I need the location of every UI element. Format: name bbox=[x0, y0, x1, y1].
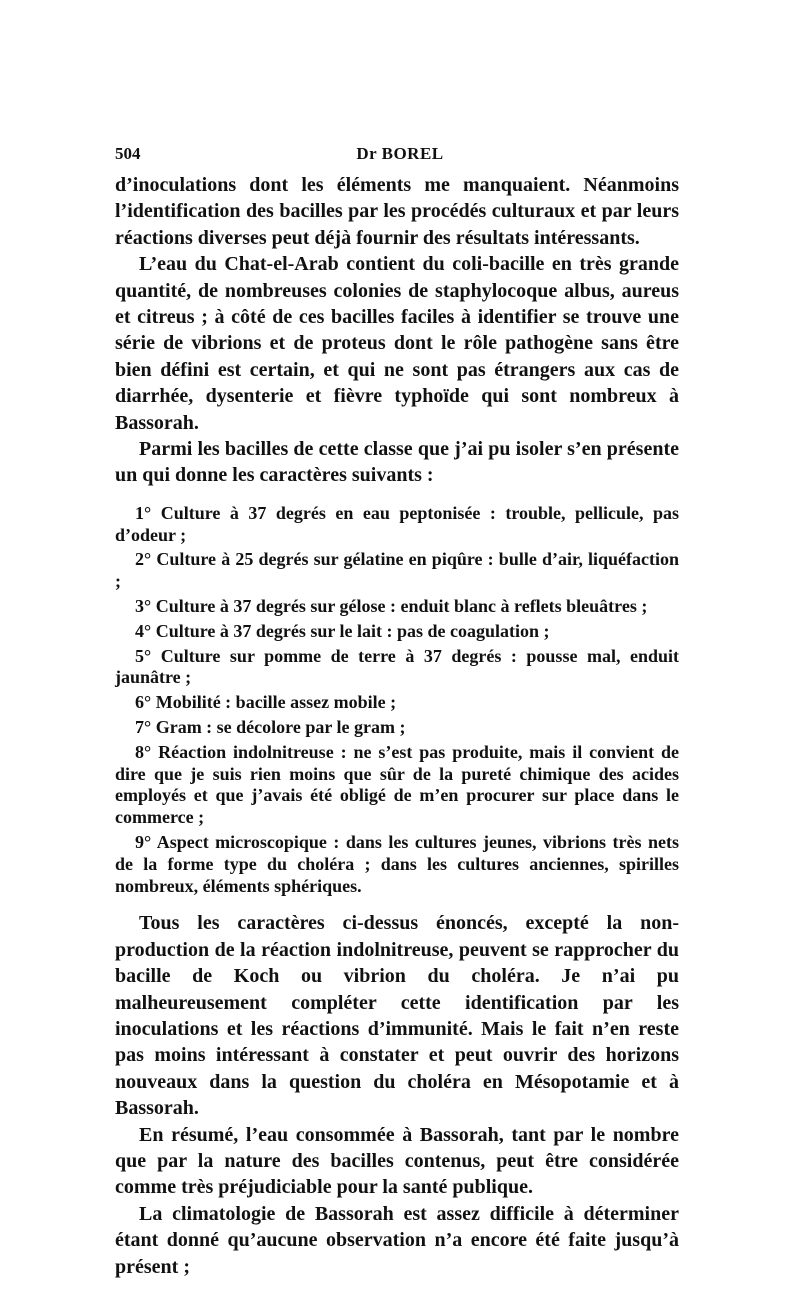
list-item: 5° Culture sur pomme de terre à 37 degrés : pousse mal, enduit jaunâtre ; bbox=[115, 645, 679, 688]
page-number: 504 bbox=[115, 144, 141, 163]
list-item: 3° Culture à 37 degrés sur gélose : enduit blanc à reflets bleuâtres ; bbox=[135, 596, 648, 617]
spacer bbox=[115, 900, 679, 910]
list-item: 7° Gram : se décolore par le gram ; bbox=[135, 717, 406, 738]
paragraph-resume: En résumé, l’eau consommée à Bassorah, tant par le nombre que par la nature des bacilles contenus, peut être considérée comme très préjudiciable pour la santé publique. bbox=[115, 1123, 679, 1199]
list-item: 9° Aspect microscopique : dans les cultures jeunes, vibrions très nets de la forme type du choléra ; dans les cultures anciennes, spirilles nombreux, éléments sphériques. bbox=[115, 832, 679, 896]
characteristics-list bbox=[115, 503, 679, 898]
running-head: Dr BOREL bbox=[356, 144, 444, 163]
paragraph-bacilles-intro: Parmi les bacilles de cette classe que j’ai pu isoler s’en présente un qui donne les caractères suivants : bbox=[115, 438, 679, 487]
spacer bbox=[115, 489, 679, 503]
paragraph-climatologie: La climatologie de Bassorah est assez difficile à déterminer étant donné qu’aucune observation n’a encore été faite jusqu’à présent ; bbox=[115, 1202, 679, 1278]
list-item: 4° Culture à 37 degrés sur le lait : pas de coagulation ; bbox=[135, 620, 550, 641]
list-item: 8° Réaction indolnitreuse : ne s’est pas produite, mais il convient de dire que je suis rien moins que sûr de la pureté chimique des acides employés et que j’avais été obligé de m’en procurer sur place dans le commerce ; bbox=[115, 741, 679, 828]
paragraph-continuation: d’inoculations dont les éléments me manquaient. Néanmoins l’identification des bacilles par les procédés culturaux et par leurs réactions diverses peut déjà fournir des résultats intéressants. bbox=[115, 174, 679, 249]
page-header bbox=[115, 144, 685, 168]
list-item: 1° Culture à 37 degrés en eau peptonisée : trouble, pellicule, pas d’odeur ; bbox=[115, 502, 679, 545]
list-item: 2° Culture à 25 degrés sur gélatine en piqûre : bulle d’air, liquéfaction ; bbox=[115, 549, 679, 592]
paragraph-chat-el-arab: L’eau du Chat-el-Arab contient du coli-bacille en très grande quantité, de nombreuses colonies de staphylocoque albus, aureus et citreus ; à côté de ces bacilles faciles à identifier se trouve une série de vibrions et de proteus dont le rôle pathogène sans être bien défini est certain, et qui ne sont pas étrangers aux cas de diarrhée, dysenterie et fièvre typhoïde qui sont nombreux à Bassorah. bbox=[115, 253, 679, 434]
list-item: 6° Mobilité : bacille assez mobile ; bbox=[135, 692, 397, 713]
page-body bbox=[115, 172, 679, 1280]
paragraph-cholera: Tous les caractères ci-dessus énoncés, excepté la non-production de la réaction indolnitreuse, peuvent se rapprocher du bacille de Koch ou vibrion du choléra. Je n’ai pu malheureusement compléter cette identification par les inoculations et les réactions d’immunité. Mais le fait n’en reste pas moins intéressant à constater et peut ouvrir des horizons nouveaux dans la question du choléra en Mésopotamie et à Bassorah. bbox=[115, 912, 679, 1120]
